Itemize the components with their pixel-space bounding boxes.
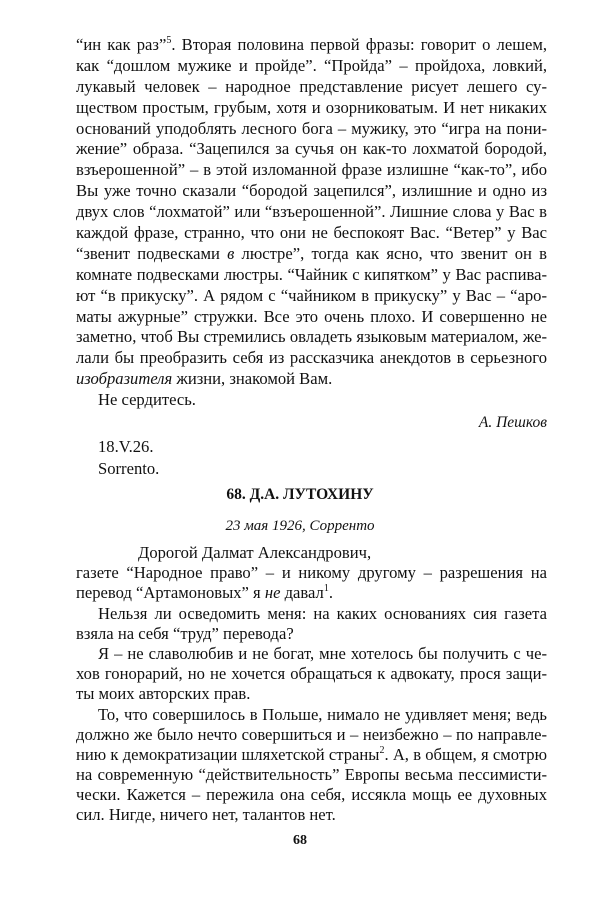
text-line (76, 202, 547, 223)
text-line (76, 327, 547, 348)
footnote-marker: 1 (323, 583, 329, 595)
text-line (76, 604, 547, 624)
text-run: перевод “Артамоновых” я (76, 583, 265, 603)
text-line (76, 181, 547, 202)
page-number: 68 (293, 833, 307, 848)
text-line (76, 98, 547, 119)
text-run: нию к демократизации шляхетской страны (76, 744, 380, 764)
italic-text: изобразителя (76, 369, 173, 389)
text-line (76, 390, 547, 411)
text-run: ют “в прикуску”. А рядом с “чайником в прикуску” у Вас – “аро- (76, 285, 547, 305)
text-run: Нельзя ли осведомить меня: на каких основаниях сия газета (98, 603, 547, 623)
footnote-marker: 5 (166, 35, 172, 46)
text-line (76, 286, 547, 307)
text-run: жение” образа. “Зацепился за сучья он как-то лохматой бородой, (76, 139, 547, 159)
text-run: Я – не славолюбив и не богат, мне хотелось бы получить с че- (98, 643, 547, 663)
text-line (76, 244, 547, 265)
text-line (76, 139, 547, 160)
text-line (76, 77, 547, 98)
text-run: Вы уже точно сказали “бородой зацепился”, излишние и одно из (76, 181, 547, 201)
text-run: хов гонорарий, но не хочется обращаться к адвокату, прося защи- (76, 664, 547, 684)
text-run: оснований уподоблять лесного бога – мужику, это “игра на пони- (76, 118, 547, 138)
text-run: каждой фразе, странно, что они не беспокоят Вас. “Ветер” у Вас (76, 223, 547, 243)
text-line (76, 348, 547, 369)
text-line (76, 725, 547, 745)
text-run: жизни, знакомой Вам. (172, 369, 333, 389)
footnote-marker: 2 (379, 744, 385, 756)
text-line (76, 745, 547, 765)
text-run: газете “Народное право” – и никому другому – разрешения на (76, 563, 547, 583)
text-run: чески. Кажется – пережила она себя, иссякла мощь ее духовных (76, 785, 547, 805)
text-line (76, 805, 547, 825)
italic-text: не (264, 583, 281, 603)
text-line (76, 664, 547, 684)
text-line (76, 223, 547, 244)
text-run: как “дошлом мужике и пройде”. “Пройда” – пройдоха, ловкий, (76, 55, 547, 75)
letter-text-continued (76, 35, 547, 411)
text-run: давал (280, 583, 324, 603)
text-line (76, 684, 547, 704)
text-run: Не сердитесь. (98, 390, 196, 410)
text-line (76, 369, 547, 390)
text-run: люстре”, тогда как ясно, что звенит он в (234, 243, 547, 263)
italic-text: в (227, 243, 235, 263)
text-run: двух слов “лохматой” или “взъерошенной”. Лишние слова у Вас в (76, 202, 547, 222)
text-run: комнате подвесками люстры. “Чайник с кипятком” у Вас распива- (76, 264, 547, 284)
text-line (76, 543, 547, 563)
text-run: ты моих авторских прав. (76, 684, 251, 704)
letter-heading: 68. Д.А. ЛУТОХИНУ (226, 486, 374, 503)
text-line (76, 644, 547, 664)
text-run: взяла на себя “труд” перевода? (76, 623, 294, 643)
text-run: . А, в общем, я смотрю (384, 744, 547, 764)
text-run: сил. Нигде, ничего нет, талантов нет. (76, 805, 336, 825)
text-line (76, 35, 547, 56)
text-line (76, 583, 547, 603)
text-run: ществом простым, грубым, хотя и озорниковатым. И нет никаких (76, 97, 547, 117)
text-line (76, 265, 547, 286)
text-run: заметно, чтоб Вы стремились овладеть языковым материалом, же- (76, 327, 547, 347)
text-line (76, 160, 547, 181)
text-run: То, что совершилось в Польше, нимало не удивляет меня; ведь (98, 704, 547, 724)
text-run: . Вторая половина первой фразы: говорит о лешем, (171, 35, 547, 54)
text-run: лали бы преобразить себя из рассказчика анекдотов в серьезного (76, 348, 547, 368)
text-line (76, 785, 547, 805)
letter-68-text (76, 543, 547, 826)
letter-date: 18.V.26. (98, 437, 154, 456)
letter-dateline: 23 мая 1926, Сорренто (225, 518, 375, 534)
text-run: должно же было нечто совершиться и – неизбежно – по направле- (76, 724, 547, 744)
text-run: “звенит подвесками (76, 243, 228, 263)
text-run: лукавый человек – народное представление рисует лешего су- (76, 76, 547, 96)
text-line (76, 705, 547, 725)
text-run: взъерошенной” – в этой изломанной фразе излишне “как-то”, ибо (76, 160, 547, 180)
text-run: маты ажурные” стружки. Все это очень плохо. И совершенно не (76, 306, 547, 326)
text-line (76, 765, 547, 785)
text-run: “ин как раз” (76, 35, 167, 54)
text-line (76, 56, 547, 77)
text-run: на современную “действительность” Европы весьма пессимисти- (76, 765, 547, 785)
text-line (76, 624, 547, 644)
letter-place: Sorrento. (98, 459, 160, 478)
text-line (76, 563, 547, 583)
text-run: Дорогой Далмат Александрович, (138, 543, 372, 562)
text-run: . (328, 583, 333, 603)
signature: А. Пешков (478, 414, 547, 431)
text-line (76, 119, 547, 140)
text-line (76, 307, 547, 328)
